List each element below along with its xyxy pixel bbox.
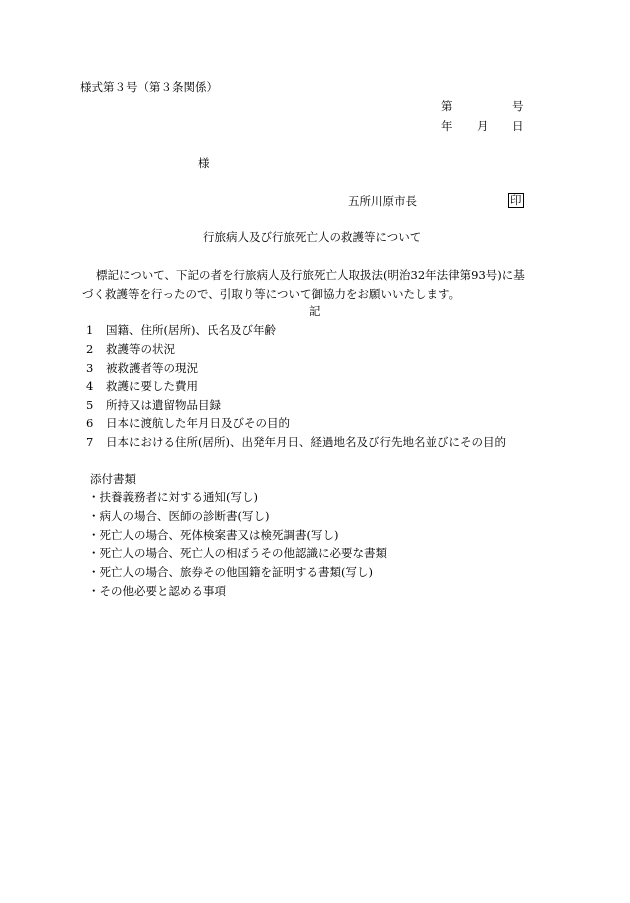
item-text: 所持又は遺留物品目録 bbox=[106, 398, 221, 412]
attachment-item: ・病人の場合、医師の診断書(写し) bbox=[88, 509, 270, 523]
item-number: 1 bbox=[86, 323, 94, 337]
item-number: 7 bbox=[86, 435, 94, 449]
item-text: 救護等の状況 bbox=[106, 342, 175, 356]
list-item bbox=[86, 435, 506, 450]
seal-mark bbox=[508, 193, 524, 208]
form-number: 様式第３号（第３条関係） bbox=[80, 80, 218, 94]
body-paragraph: 標記について、下記の者を行旅病人及行旅死亡人取扱法(明治32年法律第93号)に基づく救護等を行ったので、引取り等について御協力をお願いいたします。 bbox=[82, 268, 525, 301]
item-number: 3 bbox=[86, 361, 94, 375]
list-item bbox=[86, 361, 198, 376]
attachment-item: ・扶養義務者に対する通知(写し) bbox=[88, 490, 258, 504]
sender-name: 五所川原市長 bbox=[348, 194, 417, 208]
date-month-label: 月 bbox=[477, 119, 489, 133]
item-number: 2 bbox=[86, 342, 94, 356]
list-item bbox=[86, 323, 276, 338]
attachments-heading: 添付書類 bbox=[90, 472, 136, 486]
date-year-label: 年 bbox=[441, 119, 453, 133]
item-number: 6 bbox=[86, 416, 94, 430]
list-item bbox=[86, 342, 175, 357]
item-text: 救護に要した費用 bbox=[106, 379, 198, 393]
item-number: 5 bbox=[86, 398, 94, 412]
attachment-item: ・死亡人の場合、旅券その他国籍を証明する書類(写し) bbox=[88, 565, 373, 579]
document-number-suffix: 号 bbox=[512, 99, 524, 113]
list-item bbox=[86, 398, 221, 413]
list-item bbox=[86, 416, 290, 431]
attachment-item: ・死亡人の場合、死体検案書又は検死調書(写し) bbox=[88, 528, 339, 542]
item-text: 被救護者等の現況 bbox=[106, 361, 198, 375]
attachment-item: ・その他必要と認める事項 bbox=[88, 584, 226, 598]
addressee-suffix: 様 bbox=[198, 156, 210, 170]
item-text: 国籍、住所(居所)、氏名及び年齢 bbox=[106, 323, 276, 337]
document-title: 行旅病人及び行旅死亡人の救護等について bbox=[203, 230, 422, 244]
attachment-item: ・死亡人の場合、死亡人の相ぼうその他認識に必要な書類 bbox=[88, 546, 387, 560]
list-item bbox=[86, 379, 198, 394]
item-text: 日本における住所(居所)、出発年月日、経過地名及び行先地名並びにその目的 bbox=[106, 435, 506, 449]
date-day-label: 日 bbox=[512, 119, 524, 133]
seal-label: 印 bbox=[510, 193, 522, 207]
document-number-prefix: 第 bbox=[441, 99, 453, 113]
ki-label: 記 bbox=[309, 304, 321, 318]
item-number: 4 bbox=[86, 379, 94, 393]
item-text: 日本に渡航した年月日及びその目的 bbox=[106, 416, 290, 430]
